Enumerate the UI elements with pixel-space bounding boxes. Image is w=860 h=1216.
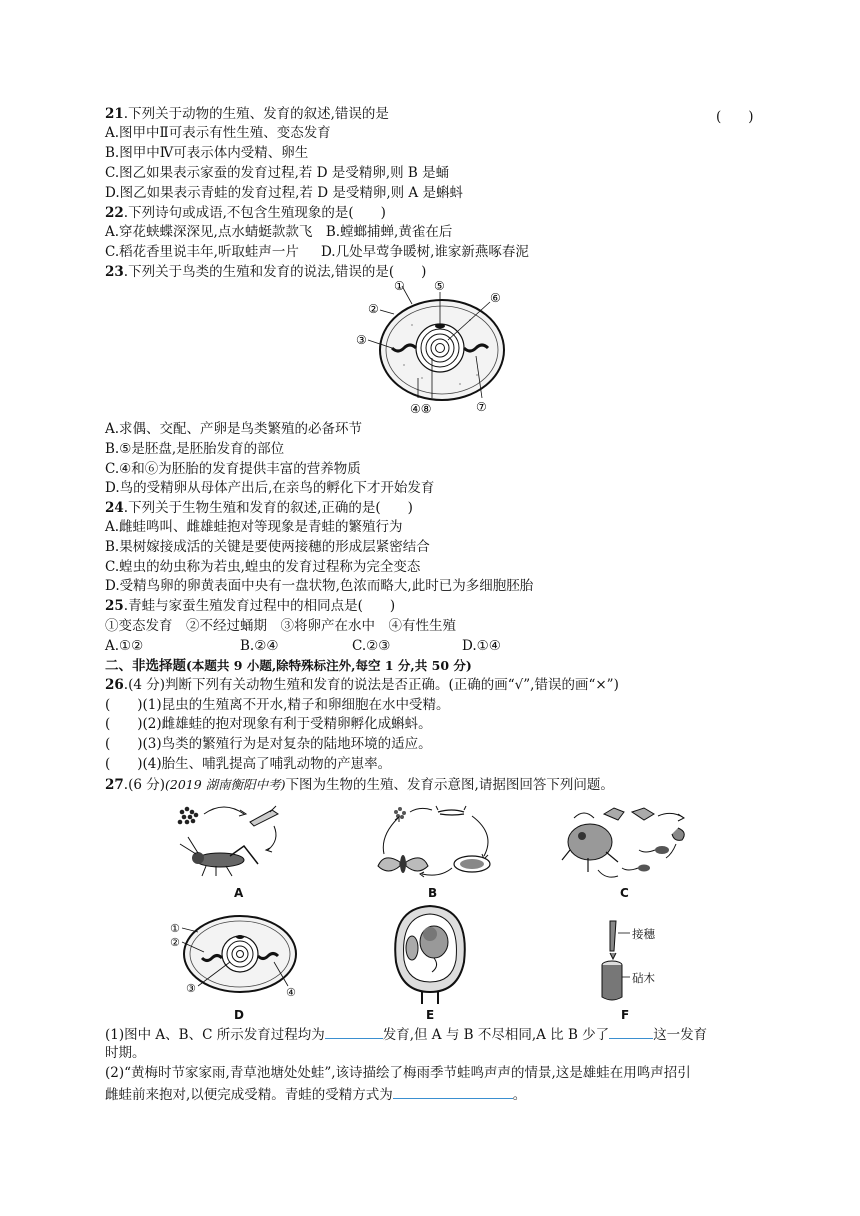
q24-stem-text: .下列关于生物生殖和发育的叙述,正确的是( ) [123,500,413,516]
figure-b-silkworm [368,800,508,882]
q24-stem [105,499,413,518]
section2-heading [105,656,472,676]
q22-stem [105,204,386,223]
q27-blank-1[interactable] [325,1024,383,1039]
q26-number: 26 [105,677,124,693]
q26-stem-text: .(4 分)判断下列有关动物生殖和发育的说法是否正确。(正确的画“√”,错误的画“×”) [123,677,619,693]
q24-option-a: A.雌蛙鸣叫、雌雄蛙抱对等现象是青蛙的繁殖行为 [105,519,403,535]
q27-stem-text: 下图为生物的生殖、发育示意图,请据图回答下列问题。 [285,777,614,793]
q23-number: 23 [105,264,124,280]
q21-option-d: D.图乙如果表示青蛙的发育过程,若 D 是受精卵,则 A 是蝌蚪 [105,185,463,201]
q25-option-d: D.①④ [462,638,501,654]
q22-number: 22 [105,205,124,221]
q27-sub1-part-a: (1)图中 A、B、C 所示发育过程均为 [105,1027,325,1043]
q27-sub2-part-c: 。 [512,1087,527,1103]
egg-label-5: ⑤ [434,280,445,293]
q22-option-a: A.穿花蛱蝶深深见,点水蜻蜓款款飞 [105,224,313,240]
q23-stem-text: .下列关于鸟类的生殖和发育的说法,错误的是( ) [123,264,427,280]
q22-option-d: D.几处早莺争暖树,谁家新燕啄春泥 [320,244,529,260]
q25-stem-text: .青蛙与家蚕生殖发育过程中的相同点是( ) [123,598,396,614]
q27-number: 27 [105,777,124,793]
egg-d-label-1: ① [170,922,180,935]
q22-options-row1 [105,223,452,242]
figure-c-label: C [620,886,629,900]
section2-note: (本题共 9 小题,除特殊标注外,每空 1 分,共 50 分) [186,658,472,673]
egg-d-label-2: ② [170,936,180,949]
q25-number: 25 [105,598,124,614]
q26-item-2: ( )(2)雌雄蛙的抱对现象有利于受精卵孵化成蝌蚪。 [105,716,432,732]
egg-label-2: ② [368,302,379,316]
figure-d-egg [168,912,308,998]
q27-sub2-line1: (2)“黄梅时节家家雨,青草池塘处处蛙”,该诗描绘了梅雨季节蛙鸣声声的情景,这是雄蛙在用鸣声招引 [105,1065,691,1081]
figure-b-label: B [428,886,438,900]
bird-egg-diagram [352,280,512,420]
q27-source: (2019 湖南衡阳中考) [165,777,286,792]
section2-title: 二、非选择题 [105,658,186,674]
q23-option-c: C.④和⑥为胚胎的发育提供丰富的营养物质 [105,461,361,477]
figure-a-label: A [234,886,244,900]
figure-e-label: E [426,1008,435,1022]
q22-option-b: B.螳螂捕蝉,黄雀在后 [325,224,453,240]
q24-option-b: B.果树嫁接成活的关键是要使两接穗的形成层紧密结合 [105,539,430,555]
figure-e-uterus [382,902,478,1006]
q21-option-a: A.图甲中Ⅱ可表示有性生殖、变态发育 [105,125,331,141]
egg-label-7: ⑦ [476,400,487,414]
q26-stem [105,676,619,695]
q27-stem [105,775,614,795]
q21-number: 21 [105,106,124,122]
q27-sub2-line2 [105,1084,526,1105]
q25-option-a: A.①② [105,638,144,654]
figure-a-grasshopper [170,800,290,878]
q23-option-b: B.⑤是胚盘,是胚胎发育的部位 [105,441,285,457]
egg-label-1: ① [394,280,405,293]
q27-blank-2[interactable] [609,1024,653,1039]
q25-stem [105,597,395,616]
figure-c-frog [558,798,698,884]
graft-rootstock-label: 砧木 [632,971,655,985]
q27-sub1-cont: 时期。 [105,1045,146,1061]
q26-item-1: ( )(1)昆虫的生殖离不开水,精子和卵细胞在水中受精。 [105,697,450,713]
q22-option-c: C.稻花香里说丰年,听取蛙声一片 [105,244,299,260]
q27-blank-3[interactable] [393,1084,513,1099]
q25-option-c: C.②③ [352,638,391,654]
figure-d-label: D [234,1008,244,1022]
q24-option-c: C.蝗虫的幼虫称为若虫,蝗虫的发育过程称为完全变态 [105,559,421,575]
q24-option-d: D.受精鸟卵的卵黄表面中央有一盘状物,色浓而略大,此时已为多细胞胚胎 [105,578,534,594]
q27-sub2-part-b: 雌蛙前来抱对,以便完成受精。青蛙的受精方式为 [105,1087,393,1103]
graft-scion-label: 接穗 [632,927,655,941]
q26-item-3: ( )(3)鸟类的繁殖行为是对复杂的陆地环境的适应。 [105,736,432,752]
q25-option-b: B.②④ [240,638,279,654]
egg-label-6: ⑥ [490,291,501,305]
q21-option-b: B.图甲中Ⅳ可表示体内受精、卵生 [105,145,309,161]
q26-item-4: ( )(4)胎生、哺乳提高了哺乳动物的产崽率。 [105,756,392,772]
q27-sub1-part-c: 这一发育 [653,1027,708,1043]
egg-label-4-8: ④⑧ [410,402,432,416]
q27-points: .(6 分) [123,777,166,793]
q22-options-row2 [105,243,529,262]
q23-option-d: D.鸟的受精卵从母体产出后,在亲鸟的孵化下才开始发育 [105,480,435,496]
q27-sub1-part-b: 发育,但 A 与 B 不尽相同,A 比 B 少了 [382,1027,610,1043]
egg-label-3: ③ [356,333,367,347]
q25-items: ①变态发育 ②不经过蛹期 ③将卵产在水中 ④有性生殖 [105,618,456,634]
q21-option-c: C.图乙如果表示家蚕的发育过程,若 D 是受精卵,则 B 是蛹 [105,165,450,181]
q22-stem-text: .下列诗句或成语,不包含生殖现象的是( ) [123,205,386,221]
q23-option-a: A.求偶、交配、产卵是鸟类繁殖的必备环节 [105,421,363,437]
q21-stem-text: .下列关于动物的生殖、发育的叙述,错误的是 [123,106,389,122]
q21-answer-paren: ( ) [716,109,754,125]
figure-f-label: F [621,1008,630,1022]
q24-number: 24 [105,500,124,516]
q27-sub1 [105,1024,707,1045]
egg-d-label-4: ④ [286,986,296,998]
q21-stem [105,105,389,124]
egg-d-label-3: ③ [186,982,196,995]
